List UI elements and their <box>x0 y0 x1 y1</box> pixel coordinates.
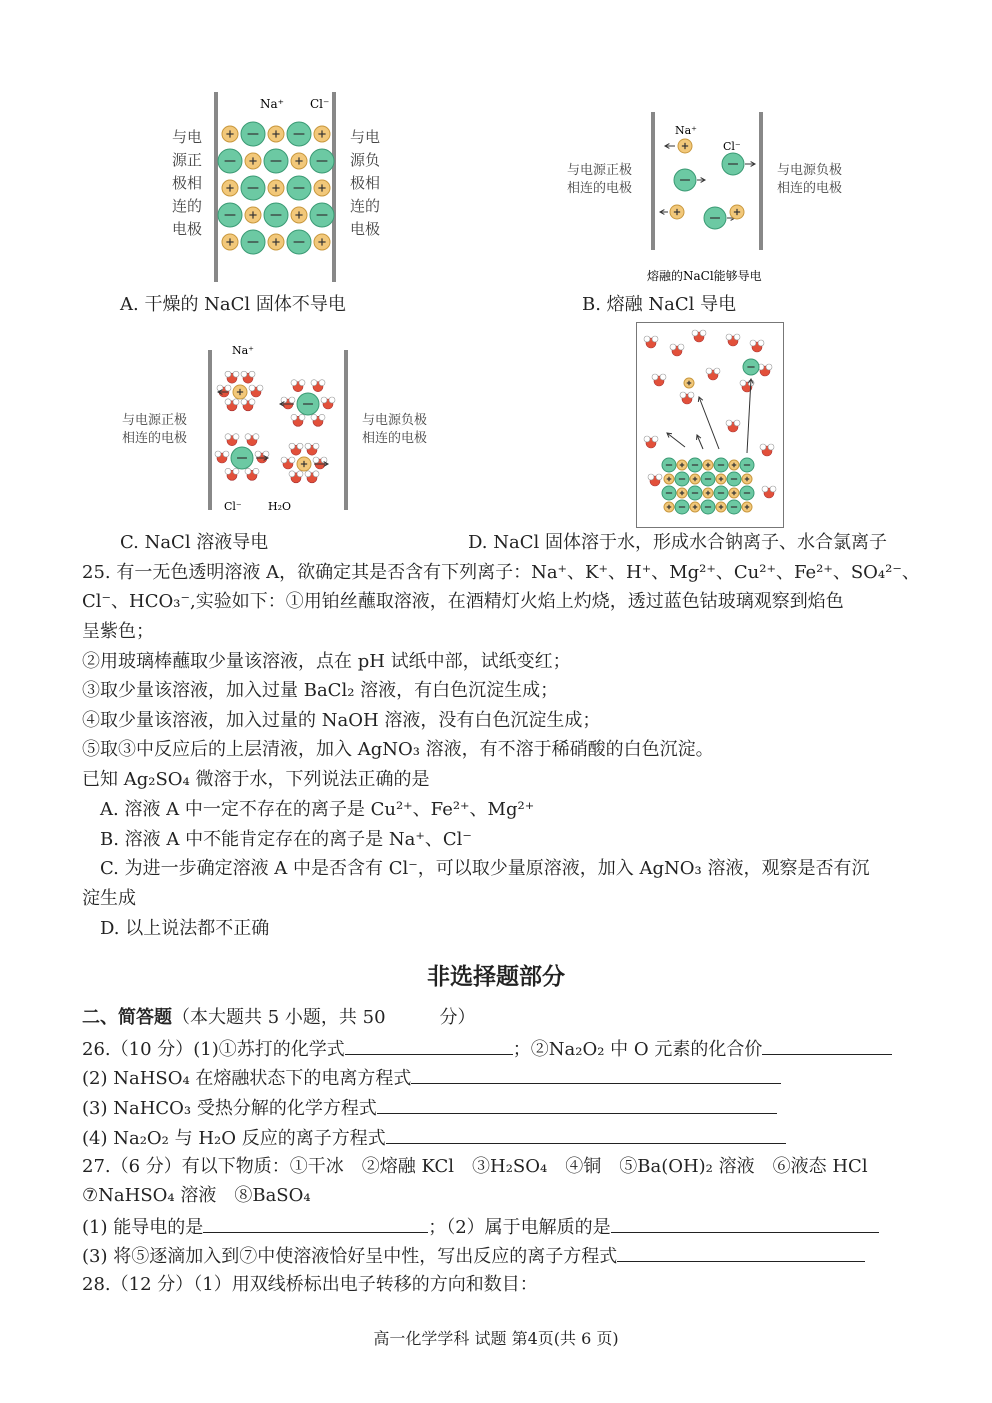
motion-arrow <box>665 144 675 149</box>
water-molecule <box>652 374 666 386</box>
q27-part3-text: (3) 将⑤逐滴加入到⑦中使溶液恰好呈中性，写出反应的离子方程式 <box>82 1246 618 1267</box>
left-electrode-label-1: 与电源正极 <box>122 413 188 428</box>
sodium-ion <box>268 234 284 250</box>
sodium-ion <box>314 180 330 196</box>
sodium-ion <box>703 460 713 470</box>
q27-part1-text: (1) 能导电的是 <box>82 1217 204 1238</box>
sodium-ion <box>222 126 238 142</box>
sodium-ion <box>222 180 238 196</box>
q26-answer-blank-5[interactable] <box>386 1125 786 1144</box>
section-title: 非选择题部分 <box>427 963 565 990</box>
chloride-ion <box>241 122 265 146</box>
q26-part1b-text: ；②Na₂O₂ 中 O 元素的化合价 <box>512 1039 763 1060</box>
chloride-ion <box>264 149 288 173</box>
sodium-ion <box>268 126 284 142</box>
chloride-ion <box>714 458 728 472</box>
chloride-ion <box>287 230 311 254</box>
q25-line2: Cl⁻、HCO₃⁻,实验如下：①用铂丝蘸取溶液，在酒精灯火焰上灼烧，透过蓝色钴玻璃观察到焰色 <box>82 591 844 612</box>
q27-line3 <box>82 1214 879 1240</box>
sodium-ion <box>245 207 261 223</box>
left-electrode <box>651 112 655 250</box>
sodium-ion <box>690 502 700 512</box>
water-molecule <box>281 397 295 409</box>
water-molecule <box>289 443 303 455</box>
right-electrode-label-1: 与电源负极 <box>777 163 843 178</box>
q25-option-d: D. 以上说法都不正确 <box>100 918 270 939</box>
figure-d <box>636 322 784 528</box>
na-label: Na⁺ <box>675 124 697 137</box>
q26-part3-text: (3) NaHCO₃ 受热分解的化学方程式 <box>82 1098 377 1119</box>
chloride-ion <box>714 486 728 500</box>
chloride-ion <box>241 230 265 254</box>
sodium-ion <box>730 205 744 219</box>
q26-line4 <box>82 1125 786 1151</box>
sodium-ion <box>245 153 261 169</box>
sodium-ion <box>684 378 694 388</box>
chloride-ion <box>231 447 253 469</box>
water-molecule <box>305 443 319 455</box>
water-molecule <box>760 444 774 456</box>
chloride-ion <box>704 207 726 229</box>
water-molecule <box>644 436 658 448</box>
sodium-ion <box>670 205 684 219</box>
right-electrode <box>344 350 348 510</box>
q25-step5: ⑤取③中反应后的上层清液，加入 AgNO₃ 溶液，有不溶于稀硝酸的白色沉淀。 <box>82 739 714 760</box>
sodium-ion <box>678 139 692 153</box>
sodium-ion <box>664 502 674 512</box>
water-molecule <box>245 434 259 446</box>
chloride-ion <box>287 122 311 146</box>
sodium-ion <box>729 488 739 498</box>
dissolving-crystal <box>644 330 776 514</box>
chloride-ion <box>740 486 754 500</box>
bottom-note: 熔融的NaCl能够导电 <box>647 269 762 283</box>
h2o-label: H₂O <box>268 500 292 513</box>
water-molecule <box>225 399 239 411</box>
motion-arrow <box>745 162 755 167</box>
water-molecule <box>726 334 740 346</box>
right-electrode-label-2: 相连的电极 <box>777 181 843 196</box>
left-electrode <box>214 92 218 282</box>
water-molecule <box>241 371 255 383</box>
molten-ions <box>660 139 755 229</box>
sodium-ion <box>703 488 713 498</box>
sodium-ion <box>664 474 674 484</box>
sodium-ion <box>297 457 311 471</box>
chloride-ion <box>701 500 715 514</box>
q27-answer-blank-2[interactable] <box>611 1214 879 1233</box>
water-molecule <box>313 457 327 469</box>
cl-label: Cl⁻ <box>310 97 330 111</box>
chloride-ion <box>688 486 702 500</box>
chloride-ion <box>740 458 754 472</box>
water-molecule <box>311 414 325 426</box>
right-electrode <box>759 112 763 250</box>
q26-answer-blank-2[interactable] <box>762 1036 892 1055</box>
q27-line4 <box>82 1243 865 1269</box>
sodium-ion <box>742 502 752 512</box>
water-molecule <box>241 399 255 411</box>
chloride-ion <box>264 203 288 227</box>
right-electrode-label: 与电源负极相连的电极 <box>350 128 381 238</box>
sodium-ion <box>742 474 752 484</box>
water-molecule <box>311 380 325 392</box>
cl-label: Cl⁻ <box>224 500 242 513</box>
water-molecule <box>305 471 319 483</box>
water-molecule <box>249 385 263 397</box>
water-molecule <box>706 368 720 380</box>
chloride-ion <box>675 500 689 514</box>
motion-arrow <box>660 210 668 215</box>
sodium-ion <box>233 385 247 399</box>
water-molecule <box>758 364 772 376</box>
chloride-ion <box>727 500 741 514</box>
chloride-ion <box>310 149 334 173</box>
left-electrode-label-2: 相连的电极 <box>122 431 188 446</box>
q27-line1: 27.（6 分）有以下物质：①干冰 ②熔融 KCl ③H₂SO₄ ④铜 ⑤Ba(OH)₂ 溶液 ⑥液态 HCl <box>82 1156 868 1177</box>
sodium-ion <box>677 488 687 498</box>
q27-answer-blank-3[interactable] <box>617 1243 865 1262</box>
chloride-ion <box>722 153 744 175</box>
sodium-ion <box>291 207 307 223</box>
sodium-ion <box>268 180 284 196</box>
part-header <box>82 1006 476 1030</box>
water-molecule <box>648 474 662 486</box>
na-label: Na⁺ <box>260 97 284 111</box>
sodium-ion <box>222 234 238 250</box>
motion-arrow <box>697 435 703 449</box>
part-label: 二、简答题 <box>82 1007 172 1028</box>
water-molecule <box>321 397 335 409</box>
q26-line2 <box>82 1065 781 1091</box>
figure-a-caption: A. 干燥的 NaCl 固体不导电 <box>120 294 346 315</box>
motion-arrow <box>667 433 685 447</box>
q27-part2-text: ；（2）属于电解质的是 <box>428 1217 611 1238</box>
figure-b <box>565 108 855 288</box>
ion-lattice <box>218 122 334 254</box>
sodium-ion <box>314 126 330 142</box>
figure-c <box>118 340 448 520</box>
q28-line1: 28.（12 分）（1）用双线桥标出电子转移的方向和数目： <box>82 1274 538 1295</box>
cl-label: Cl⁻ <box>723 140 741 153</box>
sodium-ion <box>291 153 307 169</box>
water-molecule <box>670 344 684 356</box>
sodium-ion <box>314 234 330 250</box>
q25-option-c-1: C. 为进一步确定溶液 A 中是否含有 Cl⁻，可以取少量原溶液，加入 AgNO₃ 溶液，观察是否有沉 <box>100 858 870 879</box>
sodium-ion <box>716 502 726 512</box>
chloride-ion <box>218 149 242 173</box>
chloride-ion <box>727 472 741 486</box>
q27-line2: ⑦NaHSO₄ 溶液 ⑧BaSO₄ <box>82 1185 311 1206</box>
na-label: Na⁺ <box>232 344 254 357</box>
page-footer: 高一化学学科 试题 第4页(共 6 页) <box>373 1329 619 1348</box>
water-molecule <box>291 414 305 426</box>
chloride-ion <box>310 203 334 227</box>
chloride-ion <box>743 359 759 375</box>
water-molecule <box>692 330 706 342</box>
right-electrode-label-1: 与电源负极 <box>362 413 428 428</box>
sodium-ion <box>716 474 726 484</box>
q25-note: 已知 Ag₂SO₄ 微溶于水，下列说法正确的是 <box>82 769 430 790</box>
q25-line3: 呈紫色； <box>82 621 154 642</box>
hydrated-ions <box>215 371 335 483</box>
motion-arrow <box>698 397 719 449</box>
q25-line1: 25. 有一无色透明溶液 A，欲确定其是否含有下列离子：Na⁺、K⁺、H⁺、Mg²⁺、Cu²⁺、Fe²⁺、SO₄²⁻、 <box>82 562 920 583</box>
q25-step3: ③取少量该溶液，加入过量 BaCl₂ 溶液，有白色沉淀生成； <box>82 680 559 701</box>
water-molecule <box>281 457 295 469</box>
sodium-ion <box>677 460 687 470</box>
motion-arrow <box>697 178 705 183</box>
sodium-ion <box>690 474 700 484</box>
q26-answer-blank-4[interactable] <box>377 1095 777 1114</box>
chloride-ion <box>675 472 689 486</box>
water-molecule <box>762 486 776 498</box>
q26-answer-blank-1[interactable] <box>345 1036 513 1055</box>
figure-b-diagram <box>565 108 855 288</box>
q25-option-a: A. 溶液 A 中一定不存在的离子是 Cu²⁺、Fe²⁺、Mg²⁺ <box>100 799 535 820</box>
water-molecule <box>215 451 229 463</box>
q26-part1-text: 26.（10 分）(1)①苏打的化学式 <box>82 1039 345 1060</box>
q25-step4: ④取少量该溶液，加入过量的 NaOH 溶液，没有白色沉淀生成； <box>82 710 601 731</box>
chloride-ion <box>662 486 676 500</box>
q27-answer-blank-1[interactable] <box>203 1214 428 1233</box>
q26-line1 <box>82 1036 892 1062</box>
chloride-ion <box>701 472 715 486</box>
chloride-ion <box>688 458 702 472</box>
q26-part2-text: (2) NaHSO₄ 在熔融状态下的电离方程式 <box>82 1068 412 1089</box>
q25-step2: ②用玻璃棒蘸取少量该溶液，点在 pH 试纸中部，试纸变红； <box>82 651 571 672</box>
left-electrode-label: 与电源正极相连的电极 <box>172 128 203 238</box>
sodium-ion <box>729 460 739 470</box>
right-electrode <box>332 92 336 282</box>
water-molecule <box>680 392 694 404</box>
figure-b-caption: B. 熔融 NaCl 导电 <box>582 294 737 315</box>
right-electrode-label-2: 相连的电极 <box>362 431 428 446</box>
left-electrode <box>208 350 212 510</box>
water-molecule <box>225 371 239 383</box>
left-electrode-label-2: 相连的电极 <box>567 181 633 196</box>
figure-c-caption: C. NaCl 溶液导电 <box>120 532 269 553</box>
chloride-ion <box>241 176 265 200</box>
figure-d-diagram <box>637 323 783 527</box>
water-molecule <box>750 340 764 352</box>
chloride-ion <box>674 169 696 191</box>
chloride-ion <box>218 203 242 227</box>
q25-option-c-2: 淀生成 <box>82 888 136 909</box>
water-molecule <box>726 420 740 432</box>
left-electrode-label-1: 与电源正极 <box>567 163 633 178</box>
chloride-ion <box>287 176 311 200</box>
part-description: （本大题共 5 小题，共 50 分） <box>172 1007 476 1028</box>
q25-option-b: B. 溶液 A 中不能肯定存在的离子是 Na⁺、Cl⁻ <box>100 829 472 850</box>
q26-line3 <box>82 1095 777 1121</box>
figure-d-caption: D. NaCl 固体溶于水，形成水合钠离子、水合氯离子 <box>468 532 887 553</box>
chloride-ion <box>662 458 676 472</box>
q26-part4-text: (4) Na₂O₂ 与 H₂O 反应的离子方程式 <box>82 1128 386 1149</box>
water-molecule <box>644 336 658 348</box>
water-molecule <box>225 434 239 446</box>
q26-answer-blank-3[interactable] <box>411 1065 781 1084</box>
water-molecule <box>225 468 239 480</box>
water-molecule <box>289 471 303 483</box>
figure-a <box>168 88 388 288</box>
chloride-ion <box>297 393 319 415</box>
water-molecule <box>291 380 305 392</box>
water-molecule <box>245 468 259 480</box>
